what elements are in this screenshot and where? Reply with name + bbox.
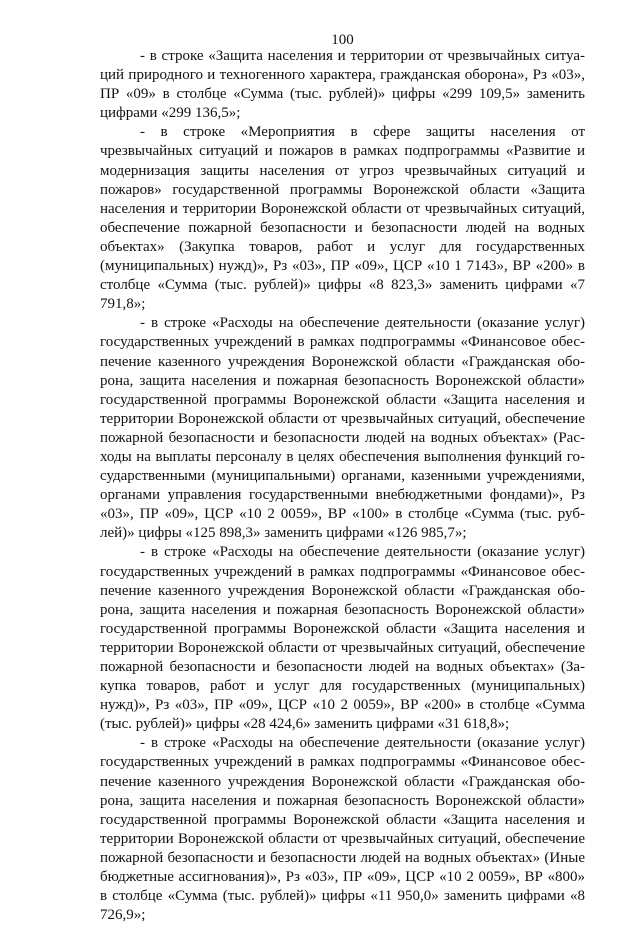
amendment-paragraph: - в строке «Расходы на обеспечение деятельности (оказание услуг) государственных учреждений в рамках подпрограммы «Финансовое обеспечение казенного учреждения Воронежской области «Гражданская оборона, защита населения и пожарная безопасность Воронежской области» государственной программы Воронежской области «Защита населения и территории Воронежской области от чрезвычайных ситуаций, обеспечение пожарной безопасности и безопасности людей на водных объектах» (Закупка товаров, работ и услуг для государственных (муниципальных) нужд)», Рз «03», ПР «09», ЦСР «10 2 0059», ВР «200» в столбце «Сумма (тыс. рублей)» цифры «28 424,6» заменить цифрами «31 618,8»; bbox=[100, 544, 585, 733]
document-body bbox=[100, 47, 585, 925]
amendment-paragraph: - в строке «Расходы на обеспечение деятельности (оказание услуг) государственных учреждений в рамках подпрограммы «Финансовое обеспечение казенного учреждения Воронежской области «Гражданская оборона, защита населения и пожарная безопасность Воронежской области» государственной программы Воронежской области «Защита населения и территории Воронежской области от чрезвычайных ситуаций, обеспечение пожарной безопасности и безопасности людей на водных объектах» (Расходы на выплаты персоналу в целях обеспечения выполнения функций государственными (муниципальными) органами, казенными учреждениями, органами управления государственными внебюджетными фондами)», Рз «03», ПР «09», ЦСР «10 2 0059», ВР «100» в столбце «Сумма (тыс. рублей)» цифры «125 898,3» заменить цифрами «126 985,7»; bbox=[100, 315, 585, 542]
amendment-paragraph: - в строке «Защита населения и территории от чрезвычайных ситуаций природного и техногенного характера, гражданская оборона», Рз «03», ПР «09» в столбце «Сумма (тыс. рублей)» цифры «299 109,5» заменить цифрами «299 136,5»; bbox=[100, 48, 585, 122]
page-number: 100 bbox=[331, 32, 354, 48]
amendment-paragraph: - в строке «Расходы на обеспечение деятельности (оказание услуг) государственных учреждений в рамках подпрограммы «Финансовое обеспечение казенного учреждения Воронежской области «Гражданская оборона, защита населения и пожарная безопасность Воронежской области» государственной программы Воронежской области «Защита населения и территории Воронежской области от чрезвычайных ситуаций, обеспечение пожарной безопасности и безопасности людей на водных объектах» (Иные бюджетные ассигнования)», Рз «03», ПР «09», ЦСР «10 2 0059», ВР «800» в столбце «Сумма (тыс. рублей)» цифры «11 950,0» заменить цифрами «8 726,9»; bbox=[100, 735, 585, 924]
amendment-paragraph: - в строке «Мероприятия в сфере защиты населения от чрезвычайных ситуаций и пожаров в рамках подпрограммы «Развитие и модернизация защиты населения от угроз чрезвычайных ситуаций и пожаров» государственной программы Воронежской области «Защита населения и территории Воронежской области от чрезвычайных ситуаций, обеспечение пожарной безопасности и безопасности людей на водных объектах» (Закупка товаров, работ и услуг для государственных (муниципальных) нужд)», Рз «03», ПР «09», ЦСР «10 1 7143», ВР «200» в столбце «Сумма (тыс. рублей)» цифры «8 823,3» заменить цифрами «7 791,8»; bbox=[100, 124, 585, 313]
